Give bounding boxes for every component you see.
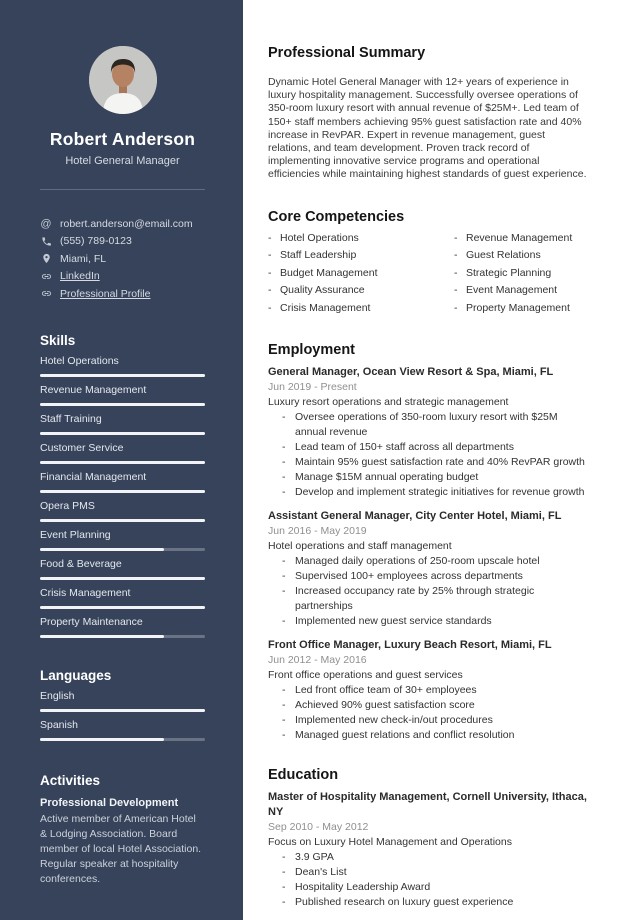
education-description: Focus on Luxury Hotel Management and Operations xyxy=(268,836,512,849)
skills-list xyxy=(40,355,205,638)
sidebar xyxy=(0,0,243,920)
job-description: Luxury resort operations and strategic management xyxy=(268,396,509,409)
skill-label: Staff Training xyxy=(40,413,102,425)
skill-item xyxy=(40,442,205,464)
job-dates: Jun 2012 - May 2016 xyxy=(268,654,367,667)
location-pin-icon xyxy=(40,253,52,265)
competency-item: - Property Management xyxy=(454,302,588,315)
education-bullet: - 3.9 GPA xyxy=(282,850,588,865)
job-description: Hotel operations and staff management xyxy=(268,540,452,553)
person-job-title: Hotel General Manager xyxy=(65,155,180,167)
contact-email-text: robert.anderson@email.com xyxy=(60,217,193,230)
education-heading: Education xyxy=(268,767,339,784)
at-icon: @ xyxy=(40,217,52,230)
skill-label: Event Planning xyxy=(40,529,111,541)
skill-label: Crisis Management xyxy=(40,587,131,599)
competency-item: - Strategic Planning xyxy=(454,267,588,280)
competency-item: - Event Management xyxy=(454,284,588,297)
language-bar-track xyxy=(40,738,205,741)
skill-item xyxy=(40,616,205,638)
skill-bar-fill xyxy=(40,606,205,609)
skill-bar-track xyxy=(40,635,205,638)
job-bullets xyxy=(268,410,588,500)
education-list xyxy=(268,790,588,910)
skill-bar-track xyxy=(40,577,205,580)
education-entry xyxy=(268,790,588,910)
skill-bar-fill xyxy=(40,548,164,551)
skill-label: Revenue Management xyxy=(40,384,147,396)
summary-heading: Professional Summary xyxy=(268,45,426,61)
job-bullet: - Manage $15M annual operating budget xyxy=(282,470,588,485)
skill-item xyxy=(40,413,205,435)
language-bar-track xyxy=(40,709,205,712)
skill-bar-track xyxy=(40,490,205,493)
job-dates: Jun 2016 - May 2019 xyxy=(268,525,367,538)
skill-item xyxy=(40,529,205,551)
job-bullets xyxy=(268,683,588,743)
job-bullet: - Managed guest relations and conflict resolution xyxy=(282,728,588,743)
skill-bar-track xyxy=(40,432,205,435)
job-bullet: - Led front office team of 30+ employees xyxy=(282,683,588,698)
skill-item xyxy=(40,384,205,406)
job-bullet: - Implemented new check-in/out procedures xyxy=(282,713,588,728)
competency-item: - Staff Leadership xyxy=(268,249,454,262)
sidebar-divider xyxy=(40,189,205,190)
skill-label: Hotel Operations xyxy=(40,355,119,367)
job-title: Assistant General Manager, City Center Hotel, Miami, FL xyxy=(268,510,562,523)
skill-bar-fill xyxy=(40,432,205,435)
competency-item: - Guest Relations xyxy=(454,249,588,262)
resume-main xyxy=(243,0,640,920)
skill-label: Customer Service xyxy=(40,442,124,454)
skill-bar-fill xyxy=(40,403,205,406)
job-bullet: - Achieved 90% guest satisfaction score xyxy=(282,698,588,713)
job-bullet: - Increased occupancy rate by 25% through strategic partnerships xyxy=(282,584,588,614)
job-bullet: - Implemented new guest service standards xyxy=(282,614,588,629)
competencies-grid xyxy=(268,232,588,320)
competencies-column-left xyxy=(268,232,454,320)
skill-bar-fill xyxy=(40,577,205,580)
competencies-heading: Core Competencies xyxy=(268,208,405,225)
employment-section xyxy=(268,341,588,743)
competencies-section xyxy=(268,208,588,320)
language-item xyxy=(40,719,205,741)
competency-item: - Revenue Management xyxy=(454,232,588,245)
activities-heading: Activities xyxy=(40,773,101,788)
person-name: Robert Anderson xyxy=(49,129,196,149)
competency-item: - Crisis Management xyxy=(268,302,454,315)
skill-bar-track xyxy=(40,461,205,464)
contact-location xyxy=(40,252,205,265)
jobs-list xyxy=(268,365,588,743)
language-bar-fill xyxy=(40,738,164,741)
skill-bar-fill xyxy=(40,490,205,493)
education-section xyxy=(268,766,588,910)
contact-section xyxy=(40,217,205,300)
skill-label: Food & Beverage xyxy=(40,558,122,570)
education-title: Master of Hospitality Management, Cornell University, Ithaca, NY xyxy=(268,791,587,819)
employment-heading: Employment xyxy=(268,342,356,359)
competency-item: - Quality Assurance xyxy=(268,284,454,297)
skill-item xyxy=(40,558,205,580)
job-entry xyxy=(268,638,588,743)
summary-text: Dynamic Hotel General Manager with 12+ years of experience in luxury hospitality management. Successfully oversee operations of 350-room luxury resort with annual revenue of $25M+. Led team of 150+ staff members achieving 95% guest satisfaction rate and 40% increase in RevPAR. Expert in revenue management, guest relations, and team development. Proven track record of implementing innovative service programs and operational efficiencies while maintaining highest standards of guest experience. xyxy=(268,76,587,181)
skill-bar-track xyxy=(40,374,205,377)
job-dates: Jun 2019 - Present xyxy=(268,381,357,394)
education-bullets xyxy=(268,850,588,910)
job-entry xyxy=(268,509,588,629)
contact-email xyxy=(40,217,205,230)
skill-bar-track xyxy=(40,548,205,551)
language-label: English xyxy=(40,690,75,702)
skill-label: Financial Management xyxy=(40,471,147,483)
link-icon xyxy=(40,270,52,282)
skill-bar-fill xyxy=(40,461,205,464)
skill-item xyxy=(40,587,205,609)
education-dates: Sep 2010 - May 2012 xyxy=(268,821,369,834)
contact-phone-text: (555) 789-0123 xyxy=(60,235,132,247)
languages-heading: Languages xyxy=(40,668,112,683)
skill-bar-fill xyxy=(40,374,205,377)
summary-section xyxy=(268,44,588,182)
competency-item: - Budget Management xyxy=(268,267,454,280)
skill-item xyxy=(40,355,205,377)
job-bullet: - Maintain 95% guest satisfaction rate and 40% RevPAR growth xyxy=(282,455,588,470)
job-bullet: - Oversee operations of 350-room luxury resort with $25M annual revenue xyxy=(282,410,588,440)
contact-location-text: Miami, FL xyxy=(60,252,107,265)
contact-profile xyxy=(40,287,205,300)
languages-list xyxy=(40,690,205,741)
skill-bar-fill xyxy=(40,519,205,522)
language-bar-fill xyxy=(40,709,205,712)
skill-bar-fill xyxy=(40,635,164,638)
skill-item xyxy=(40,471,205,493)
phone-icon xyxy=(40,235,52,247)
link-icon xyxy=(40,288,52,300)
job-bullet: - Supervised 100+ employees across departments xyxy=(282,569,588,584)
education-bullet: - Hospitality Leadership Award xyxy=(282,880,588,895)
skill-bar-track xyxy=(40,519,205,522)
contact-phone xyxy=(40,235,205,248)
skill-bar-track xyxy=(40,606,205,609)
job-title: General Manager, Ocean View Resort & Spa, Miami, FL xyxy=(268,366,554,379)
activities-subheading: Professional Development xyxy=(40,797,179,809)
person-portrait-illustration xyxy=(89,46,157,114)
competency-item: - Hotel Operations xyxy=(268,232,454,245)
skill-bar-track xyxy=(40,403,205,406)
skills-heading: Skills xyxy=(40,333,76,348)
activities-text: Active member of American Hotel & Lodging Association. Board member of local Hotel Association. Regular speaker at hospitality conferences. xyxy=(40,813,202,885)
language-item xyxy=(40,690,205,712)
education-bullet: - Dean's List xyxy=(282,865,588,880)
job-entry xyxy=(268,365,588,500)
job-title: Front Office Manager, Luxury Beach Resort, Miami, FL xyxy=(268,639,552,652)
professional-profile-link[interactable]: Professional Profile xyxy=(60,287,151,300)
job-bullet: - Managed daily operations of 250-room upscale hotel xyxy=(282,554,588,569)
job-bullet: - Develop and implement strategic initiatives for revenue growth xyxy=(282,485,588,500)
skill-label: Opera PMS xyxy=(40,500,95,512)
linkedin-link[interactable]: LinkedIn xyxy=(60,270,100,282)
profile-photo xyxy=(89,46,157,114)
job-bullet: - Lead team of 150+ staff across all departments xyxy=(282,440,588,455)
language-label: Spanish xyxy=(40,719,78,731)
skill-item xyxy=(40,500,205,522)
skill-label: Property Maintenance xyxy=(40,616,143,628)
education-bullet: - Published research on luxury guest experience xyxy=(282,895,588,910)
contact-linkedin xyxy=(40,270,205,283)
job-description: Front office operations and guest services xyxy=(268,669,463,682)
competencies-column-right xyxy=(454,232,588,320)
job-bullets xyxy=(268,554,588,629)
